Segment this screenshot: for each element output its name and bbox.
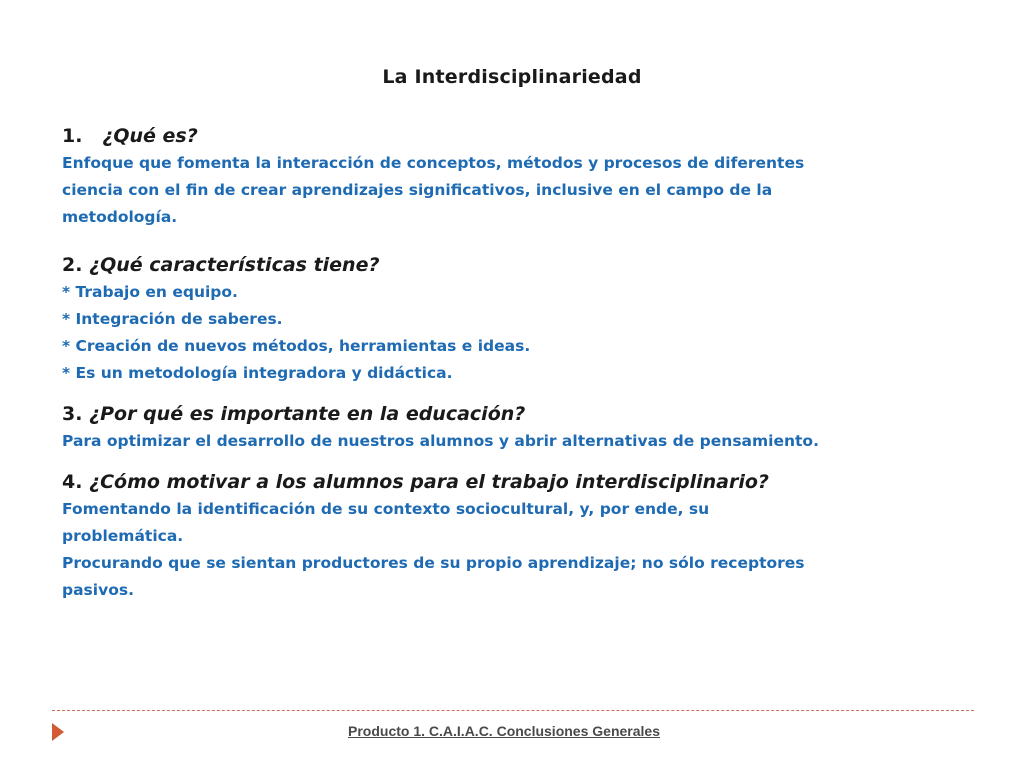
- question-1: [62, 122, 992, 150]
- question-2: [62, 251, 992, 279]
- question-3-text: ¿Por qué es importante en la educación?: [89, 403, 526, 425]
- question-2-text: ¿Qué características tiene?: [89, 254, 380, 276]
- question-4-number: 4.: [62, 471, 83, 493]
- answer-3: [62, 428, 992, 455]
- answer-4-line-2: problemática.: [62, 527, 184, 545]
- answer-2-line-2: * Integración de saberes.: [62, 310, 283, 328]
- answer-2-line-4: * Es un metodología integradora y didáctica.: [62, 364, 453, 382]
- answer-2-line-1: * Trabajo en equipo.: [62, 283, 238, 301]
- answer-2-line-3: * Creación de nuevos métodos, herramientas e ideas.: [62, 337, 531, 355]
- slide-content: [62, 122, 992, 604]
- answer-1: [62, 150, 992, 231]
- question-4: [62, 468, 992, 496]
- answer-2: [62, 279, 992, 387]
- question-4-text: ¿Cómo motivar a los alumnos para el trabajo interdisciplinario?: [89, 471, 769, 493]
- question-1-number: 1.: [62, 125, 83, 147]
- answer-1-line-1: Enfoque que fomenta la interacción de conceptos, métodos y procesos de diferentes: [62, 154, 805, 172]
- question-3: [62, 400, 992, 428]
- answer-3-line-1: Para optimizar el desarrollo de nuestros alumnos y abrir alternativas de pensamiento.: [62, 432, 819, 450]
- question-3-number: 3.: [62, 403, 83, 425]
- answer-4-line-1: Fomentando la identificación de su contexto sociocultural, y, por ende, su: [62, 500, 710, 518]
- footer-link[interactable]: Producto 1. C.A.I.A.C. Conclusiones Generales: [348, 723, 660, 739]
- answer-4: [62, 496, 992, 604]
- question-1-text: ¿Qué es?: [102, 125, 198, 147]
- answer-1-line-2: ciencia con el fin de crear aprendizajes significativos, inclusive en el campo de la: [62, 181, 773, 199]
- footer-divider: [52, 710, 974, 711]
- answer-4-line-3: Procurando que se sientan productores de su propio aprendizaje; no sólo receptores: [62, 554, 805, 572]
- answer-1-line-3: metodología.: [62, 208, 178, 226]
- slide-title: La Interdisciplinariedad: [382, 66, 642, 88]
- answer-4-line-4: pasivos.: [62, 581, 134, 599]
- question-2-number: 2.: [62, 254, 83, 276]
